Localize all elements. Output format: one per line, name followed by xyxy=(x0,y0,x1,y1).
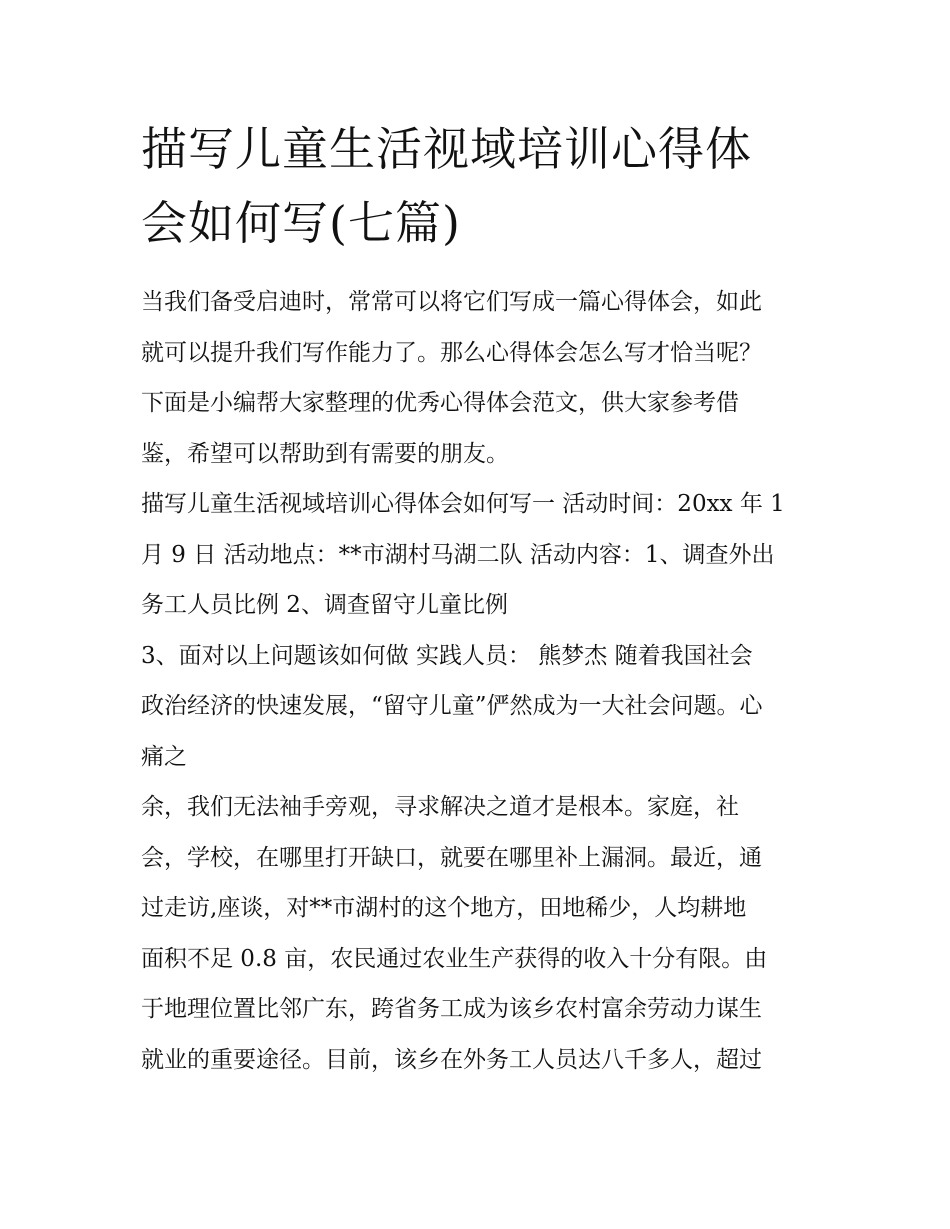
text-line: 月 9 日 活动地点：**市湖村马湖二队 活动内容：1、调查外出 xyxy=(141,541,775,568)
text-line: 于地理位置比邻广东，跨省务工成为该乡农村富余劳动力谋生 xyxy=(141,996,762,1022)
text-line: 鉴，希望可以帮助到有需要的朋友。 xyxy=(141,440,509,467)
activity-paragraph xyxy=(141,479,813,631)
body-paragraph xyxy=(141,782,813,1085)
document-body xyxy=(141,112,813,1085)
text-line: 余，我们无法袖手旁观，寻求解决之道才是根本。家庭，社 xyxy=(141,794,739,820)
text-line: 描写儿童生活视域培训心得体会如何写一 活动时间：20xx 年 1 xyxy=(141,491,785,517)
intro-paragraph xyxy=(141,277,813,479)
document-title xyxy=(141,112,813,260)
text-line: 下面是小编帮大家整理的优秀心得体会范文，供大家参考借 xyxy=(141,390,739,416)
text-line: 政治经济的快速发展，“留守儿童”俨然成为一大社会问题。心 xyxy=(141,693,763,719)
text-line: 就业的重要途径。目前，该乡在外务工人员达八千多人，超过 xyxy=(141,1046,762,1073)
title-line: 描写儿童生活视域培训心得体 xyxy=(141,122,752,176)
text-line: 当我们备受启迪时，常常可以将它们写成一篇心得体会，如此 xyxy=(141,289,762,315)
text-line: 就可以提升我们写作能力了。那么心得体会怎么写才恰当呢？ xyxy=(141,339,762,366)
title-line: 会如何写(七篇) xyxy=(141,196,461,250)
text-line: 过走访,座谈，对**市湖村的这个地方，田地稀少，人均耕地 xyxy=(141,895,747,921)
text-line: 务工人员比例 2、调查留守儿童比例 xyxy=(141,592,508,618)
text-line: 会，学校，在哪里打开缺口，就要在哪里补上漏洞。最近，通 xyxy=(141,844,762,871)
text-line: 面积不足 0.8 亩，农民通过农业生产获得的收入十分有限。由 xyxy=(141,945,768,972)
practice-paragraph xyxy=(141,631,813,783)
text-line: 痛之 xyxy=(141,743,187,770)
text-line: 3、面对以上问题该如何做 实践人员： 熊梦杰 随着我国社会 xyxy=(141,642,753,669)
